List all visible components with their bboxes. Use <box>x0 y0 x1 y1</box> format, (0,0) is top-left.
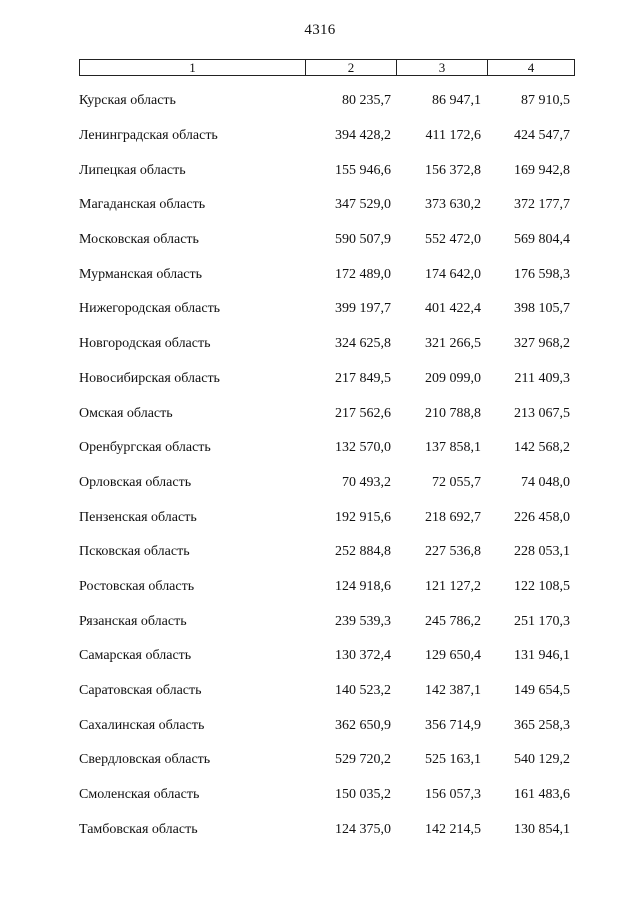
value-col-3: 321 266,5 <box>425 336 481 352</box>
value-col-3: 210 788,8 <box>425 405 481 421</box>
value-col-3: 552 472,0 <box>425 232 481 248</box>
region-name: Псковская область <box>79 544 190 560</box>
region-name: Саратовская область <box>79 683 202 699</box>
value-col-2: 362 650,9 <box>335 717 391 733</box>
value-col-2: 80 235,7 <box>342 93 391 109</box>
region-name: Рязанская область <box>79 613 187 629</box>
value-col-3: 156 057,3 <box>425 787 481 803</box>
page-number: 4316 <box>304 22 336 38</box>
table-row <box>79 292 570 327</box>
value-col-4: 398 105,7 <box>514 301 570 317</box>
region-name: Свердловская область <box>79 752 211 768</box>
value-col-4: 122 108,5 <box>514 578 570 594</box>
value-col-4: 87 910,5 <box>521 93 570 109</box>
value-col-3: 86 947,1 <box>432 93 481 109</box>
region-name: Смоленская область <box>79 787 200 803</box>
value-col-4: 149 654,5 <box>514 683 570 699</box>
value-col-2: 252 884,8 <box>335 544 391 560</box>
value-col-4: 213 067,5 <box>514 405 570 421</box>
value-col-2: 155 946,6 <box>335 162 391 178</box>
table-row <box>79 84 570 119</box>
value-col-4: 142 568,2 <box>514 440 570 456</box>
value-col-4: 251 170,3 <box>514 613 570 629</box>
value-col-3: 218 692,7 <box>425 509 481 525</box>
value-col-3: 525 163,1 <box>425 752 481 768</box>
header-col-1: 1 <box>80 60 306 76</box>
value-col-2: 239 539,3 <box>335 613 391 629</box>
value-col-4: 540 129,2 <box>514 752 570 768</box>
value-col-2: 124 375,0 <box>335 821 391 837</box>
region-name: Московская область <box>79 232 199 248</box>
table-row <box>79 535 570 570</box>
value-col-3: 142 387,1 <box>425 683 481 699</box>
region-name: Новосибирская область <box>79 370 220 386</box>
value-col-4: 372 177,7 <box>514 197 570 213</box>
value-col-4: 176 598,3 <box>514 266 570 282</box>
table-row <box>79 396 570 431</box>
table-row <box>79 743 570 778</box>
value-col-3: 209 099,0 <box>425 370 481 386</box>
value-col-2: 130 372,4 <box>335 648 391 664</box>
table-row <box>79 362 570 397</box>
value-col-3: 72 055,7 <box>432 474 481 490</box>
table-row <box>79 812 570 847</box>
value-col-2: 529 720,2 <box>335 752 391 768</box>
value-col-4: 569 804,4 <box>514 232 570 248</box>
header-col-4: 4 <box>488 60 575 76</box>
table-row <box>79 327 570 362</box>
value-col-2: 217 849,5 <box>335 370 391 386</box>
table-row <box>79 188 570 223</box>
region-name: Курская область <box>79 93 176 109</box>
value-col-3: 129 650,4 <box>425 648 481 664</box>
value-col-4: 211 409,3 <box>514 370 570 386</box>
value-col-3: 137 858,1 <box>425 440 481 456</box>
region-name: Ленинградская область <box>79 128 218 144</box>
header-row <box>80 60 575 76</box>
value-col-2: 140 523,2 <box>335 683 391 699</box>
region-name: Тамбовская область <box>79 821 198 837</box>
region-name: Липецкая область <box>79 162 186 178</box>
table-row <box>79 153 570 188</box>
value-col-4: 74 048,0 <box>521 474 570 490</box>
table-row <box>79 500 570 535</box>
value-col-2: 217 562,6 <box>335 405 391 421</box>
table-row <box>79 119 570 154</box>
value-col-4: 131 946,1 <box>514 648 570 664</box>
value-col-2: 192 915,6 <box>335 509 391 525</box>
table-row <box>79 223 570 258</box>
value-col-2: 150 035,2 <box>335 787 391 803</box>
value-col-2: 590 507,9 <box>335 232 391 248</box>
table-row <box>79 778 570 813</box>
region-name: Омская область <box>79 405 173 421</box>
value-col-3: 142 214,5 <box>425 821 481 837</box>
value-col-3: 245 786,2 <box>425 613 481 629</box>
data-table-body <box>79 84 570 847</box>
value-col-4: 169 942,8 <box>514 162 570 178</box>
region-name: Оренбургская область <box>79 440 211 456</box>
value-col-2: 347 529,0 <box>335 197 391 213</box>
value-col-2: 172 489,0 <box>335 266 391 282</box>
value-col-4: 327 968,2 <box>514 336 570 352</box>
value-col-4: 228 053,1 <box>514 544 570 560</box>
table-row <box>79 431 570 466</box>
value-col-4: 226 458,0 <box>514 509 570 525</box>
table-row <box>79 674 570 709</box>
region-name: Мурманская область <box>79 266 203 282</box>
region-name: Самарская область <box>79 648 192 664</box>
table-row <box>79 604 570 639</box>
table-row <box>79 257 570 292</box>
region-name: Нижегородская область <box>79 301 221 317</box>
value-col-3: 227 536,8 <box>425 544 481 560</box>
table-row <box>79 708 570 743</box>
value-col-3: 121 127,2 <box>425 578 481 594</box>
header-col-2: 2 <box>306 60 397 76</box>
value-col-3: 401 422,4 <box>425 301 481 317</box>
table-row <box>79 466 570 501</box>
value-col-4: 424 547,7 <box>514 128 570 144</box>
region-name: Ростовская область <box>79 578 195 594</box>
region-name: Новгородская область <box>79 336 211 352</box>
region-name: Орловская область <box>79 474 192 490</box>
value-col-4: 161 483,6 <box>514 787 570 803</box>
value-col-2: 399 197,7 <box>335 301 391 317</box>
region-name: Сахалинская область <box>79 717 205 733</box>
value-col-3: 411 172,6 <box>425 128 481 144</box>
region-name: Магаданская область <box>79 197 206 213</box>
header-col-3: 3 <box>397 60 488 76</box>
value-col-2: 132 570,0 <box>335 440 391 456</box>
value-col-3: 356 714,9 <box>425 717 481 733</box>
value-col-2: 324 625,8 <box>335 336 391 352</box>
value-col-2: 394 428,2 <box>335 128 391 144</box>
region-name: Пензенская область <box>79 509 197 525</box>
value-col-2: 70 493,2 <box>342 474 391 490</box>
value-col-4: 130 854,1 <box>514 821 570 837</box>
value-col-4: 365 258,3 <box>514 717 570 733</box>
value-col-3: 174 642,0 <box>425 266 481 282</box>
table-row <box>79 570 570 605</box>
value-col-2: 124 918,6 <box>335 578 391 594</box>
value-col-3: 156 372,8 <box>425 162 481 178</box>
value-col-3: 373 630,2 <box>425 197 481 213</box>
column-header-table <box>79 59 575 76</box>
table-row <box>79 639 570 674</box>
